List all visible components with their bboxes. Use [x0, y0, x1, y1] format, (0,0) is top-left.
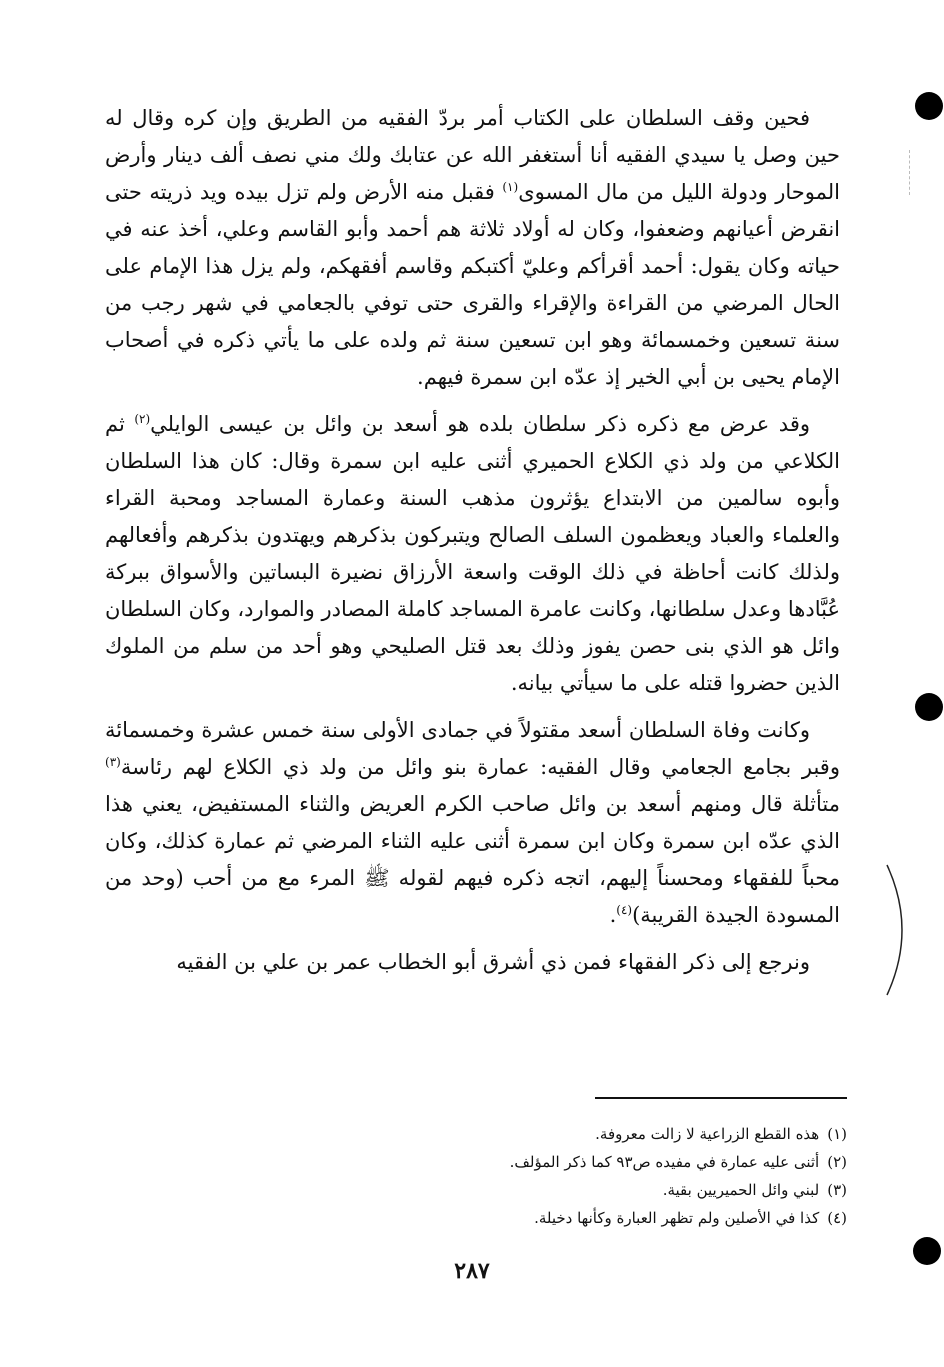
- paragraph: ونرجع إلى ذكر الفقهاء فمن ذي أشرق أبو الخطاب عمر بن علي بن الفقيه: [176, 950, 810, 974]
- footnote-reference: (١): [502, 180, 519, 194]
- footnote-text: هذه القطع الزراعية لا زالت معروفة.: [595, 1125, 820, 1143]
- footnote-text: أثنى عليه عمارة في مفيده ص٩٣ كما ذكر المؤلف.: [509, 1153, 820, 1171]
- footnote-separator: [595, 1097, 847, 1099]
- footnote-reference: (٣): [105, 755, 121, 769]
- footnote-reference: (٢): [134, 412, 151, 426]
- punch-hole-mark: [915, 693, 943, 721]
- paragraph: فحين وقف السلطان على الكتاب أمر بردّ الفقيه من الطريق وإن كره وقال له حين وصل يا سيدي الفقيه أنا أستغفر الله عن عتابك ولك مني نصف ألف دينار وأرض الموحار ودولة الليل من مال المسوى$^{(١)}$ فقبل منه الأرض ولم تزل بيده ويد ذريته حتى انقرض أعيانهم وضعفوا، وكان له أولاد ثلاثة هم أحمد وأبو القاسم وعلي، أخذ عنه في حياته وكان يقول: أحمد أقرأكم وعليّ أكتبكم وقاسم أفقهكم، ولم يزل هذا الإمام على الحال المرضي من القراءة والإقراء والقرى حتى توفي بالجعامي في شهر رجب من سنة تسعين وخمسمائة وهو ابن تسعين سنة ثم ولده على ما يأتي ذكره في أصحاب الإمام يحيى بن أبي الخير إذ عدّه ابن سمرة فيهم.: [105, 106, 841, 389]
- punch-hole-mark: [915, 92, 943, 120]
- page-number: ٢٨٧: [454, 1258, 490, 1284]
- footnote-text: لبني وائل الحميريين بقية.: [662, 1181, 820, 1199]
- paragraph: وكانت وفاة السلطان أسعد مقتولاً في جمادى الأولى سنة خمس عشرة وخمسمائة وقبر بجامع الجعامي وقال الفقيه: عمارة بنو وائل من ولد ذي الكلاع لهم رئاسة$^{(٣)}$ متأثلة قال ومنهم أسعد بن وائل صاحب الكرم العريض والثناء المستفيض، يعني هذا الذي عدّه ابن سمرة وكان ابن سمرة أثنى عليه الثناء المرضي ثم عمارة كذلك، وكان محباً للفقهاء ومحسناً إليهم، اتجه ذكره فيهم لقوله ﷺ المرء مع من أحب (وحد من المسودة الجيدة القريبة)$^{(٤)}$.: [105, 718, 840, 927]
- footnote-item: [400, 1120, 847, 1148]
- footnote-item: [400, 1204, 847, 1232]
- main-text: [105, 100, 840, 981]
- footnote-item: [400, 1176, 847, 1204]
- footnote-number: (٤): [827, 1209, 847, 1227]
- footnote-item: [400, 1148, 847, 1176]
- footnote-number: (٢): [827, 1153, 847, 1171]
- margin-dash-mark: [909, 150, 910, 195]
- footnote-text: كذا في الأصلين ولم تظهر العبارة وكأنها دخيلة.: [534, 1209, 820, 1227]
- paragraph: وقد عرض مع ذكره ذكر سلطان بلده هو أسعد بن وائل بن عيسى الوايلي$^{(٢)}$ ثم الكلاعي من ولد ذي الكلاع الحميري أثنى عليه ابن سمرة وقال: كان هذا السلطان وأبوه سالمين من الابتداع يؤثرون مذهب السنة وعمارة المساجد ومحبة القراء والعلماء والعباد ويعظمون السلف الصالح ويتبركون بذكرهم ويهتدون بذكرهم وأفعالهم ولذلك كانت أحاظة في ذلك الوقت واسعة الأرزاق نضيرة البساتين والأسواق ببركة عُبَّادها وعدل سلطانها، وكانت عامرة المساجد كاملة المصادر والموارد، وكان السلطان وائل هو الذي بنى حصن يفوز وذلك بعد قتل الصليحي وهو أحد من سلم من الملوك الذين حضروا قتله على ما سيأتي بيانه.: [105, 412, 840, 695]
- footnote-reference: (٤): [616, 903, 633, 917]
- footnote-number: (١): [827, 1125, 847, 1143]
- footnotes-list: [400, 1120, 847, 1232]
- footnote-number: (٣): [827, 1181, 847, 1199]
- margin-bracket-mark: [875, 860, 935, 1000]
- punch-hole-mark: [913, 1237, 941, 1265]
